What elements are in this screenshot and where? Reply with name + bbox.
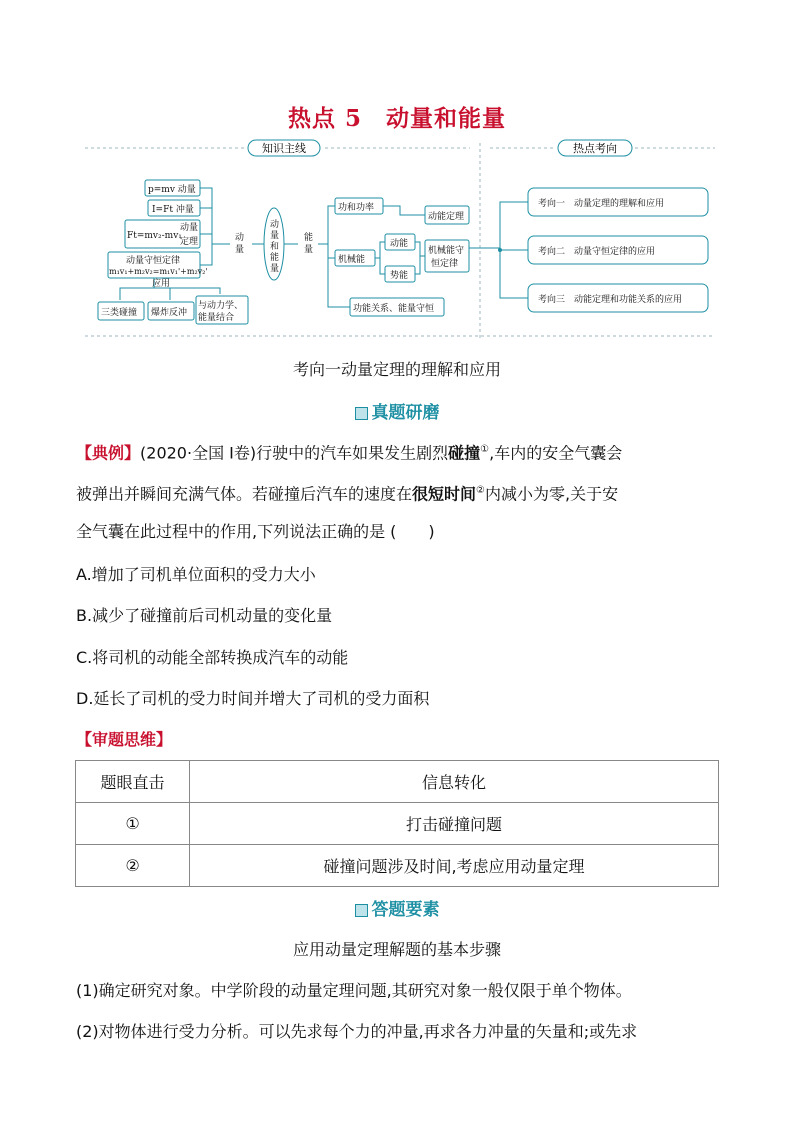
analysis-table [75, 760, 719, 887]
option-d: D.延长了司机的受力时间并增大了司机的受力面积 [76, 689, 430, 708]
energy-potential: 势能 [390, 271, 409, 281]
right-header-label: 热点考向 [573, 142, 617, 155]
keyword-collision: 碰撞 [448, 443, 481, 463]
table-header-info: 信息转化 [190, 761, 719, 803]
formula-theorem: Ft=mv₂-mv₁ [127, 231, 182, 241]
application-label: 应用 [152, 279, 171, 289]
center-char-5: 量 [270, 264, 280, 274]
page-title: 热点 5 动量和能量 [287, 105, 506, 132]
formula-theorem-label2: 定理 [180, 237, 199, 247]
heading-answer-elements-label: 答题要素 [371, 900, 440, 920]
center-char-2: 量 [270, 231, 280, 241]
app-explosion: 爆炸反冲 [151, 308, 188, 318]
example-line2-a: 被弹出并瞬间充满气体。若碰撞后汽车的速度在 [76, 484, 413, 504]
example-line1-a: (2020·全国 Ⅰ卷)行驶中的汽车如果发生剧烈 [140, 443, 449, 463]
option-b: B.减少了碰撞前后司机动量的变化量 [76, 606, 333, 625]
heading-real-exam [0, 398, 794, 423]
energy-mechanical: 机械能 [338, 255, 366, 265]
direction-1: 考向一 动量定理的理解和应用 [538, 199, 665, 209]
table-cell-marker: ② [76, 845, 190, 887]
app-collision: 三类碰撞 [101, 308, 138, 318]
theorem-kinetic: 动能定理 [428, 212, 465, 222]
heading-answer-elements [0, 895, 794, 920]
steps-title: 应用动量定理解题的基本步骤 [292, 940, 501, 959]
section-title: 考向一动量定理的理解和应用 [292, 360, 501, 379]
right-header-tab [558, 140, 632, 156]
theorem-conservation-line2: 恒定律 [431, 259, 459, 269]
center-char-4: 能 [270, 253, 280, 263]
app-dynamics-line2: 能量结合 [198, 313, 235, 323]
left-header-label: 知识主线 [262, 142, 306, 155]
direction-2: 考向二 动量守恒定律的应用 [538, 247, 656, 257]
table-cell-marker: ① [76, 803, 190, 845]
table-header-row [76, 761, 719, 803]
energy-node-bottom: 量 [304, 245, 314, 255]
keyword-short-time: 很短时间 [412, 484, 477, 504]
momentum-node-top: 动 [235, 233, 245, 243]
energy-node-top: 能 [304, 233, 314, 243]
formula-momentum: p=mv 动量 [148, 185, 196, 195]
table-row [76, 845, 719, 887]
heading-mark-icon [355, 407, 368, 420]
note-1-marker: ① [480, 444, 490, 455]
example-tag: 【典例】 [76, 443, 141, 463]
formula-conservation: m₁v₁+m₂v₂=m₁v₁'+m₂v₂' [109, 267, 208, 276]
center-char-3: 和 [270, 242, 280, 252]
center-char-1: 动 [270, 220, 280, 230]
step-2: (2)对物体进行受力分析。可以先求每个力的冲量,再求各力冲量的矢量和;或先求 [76, 1022, 638, 1041]
option-a: A.增加了司机单位面积的受力大小 [76, 565, 316, 584]
example-line2-c: 内减小为零,关于安 [485, 484, 619, 504]
note-2-marker: ② [476, 485, 485, 496]
theorem-conservation-line1: 机械能守 [428, 246, 465, 256]
formula-impulse: I=Ft 冲量 [152, 205, 194, 215]
left-header-tab [248, 140, 320, 156]
example-line-3: 全气囊在此过程中的作用,下列说法正确的是 ( ) [76, 522, 435, 541]
knowledge-mindmap [80, 138, 720, 342]
table-cell-info: 打击碰撞问题 [190, 803, 719, 845]
thinking-label: 【审题思维】 [76, 730, 173, 749]
step-1: (1)确定研究对象。中学阶段的动量定理问题,其研究对象一般仅限于单个物体。 [76, 981, 632, 1000]
example-line-1 [76, 440, 726, 463]
example-line1-c: ,车内的安全气囊会 [489, 443, 623, 463]
energy-kinetic: 动能 [390, 239, 409, 249]
heading-mark-icon [355, 904, 368, 917]
example-line-2 [76, 481, 726, 504]
heading-real-exam-label: 真题研磨 [371, 403, 440, 423]
direction-3: 考向三 动能定理和功能关系的应用 [538, 295, 683, 305]
app-dynamics-line1: 与动力学、 [198, 301, 244, 311]
table-cell-info: 碰撞问题涉及时间,考虑应用动量定理 [190, 845, 719, 887]
option-c: C.将司机的动能全部转换成汽车的动能 [76, 648, 349, 667]
energy-work-power: 功和功率 [338, 203, 375, 213]
table-header-eye: 题眼直击 [76, 761, 190, 803]
table-row [76, 803, 719, 845]
formula-conservation-title: 动量守恒定律 [126, 256, 181, 266]
momentum-node-bottom: 量 [235, 245, 245, 255]
energy-relation: 功能关系、能量守恒 [353, 304, 435, 314]
formula-theorem-label1: 动量 [180, 223, 199, 233]
